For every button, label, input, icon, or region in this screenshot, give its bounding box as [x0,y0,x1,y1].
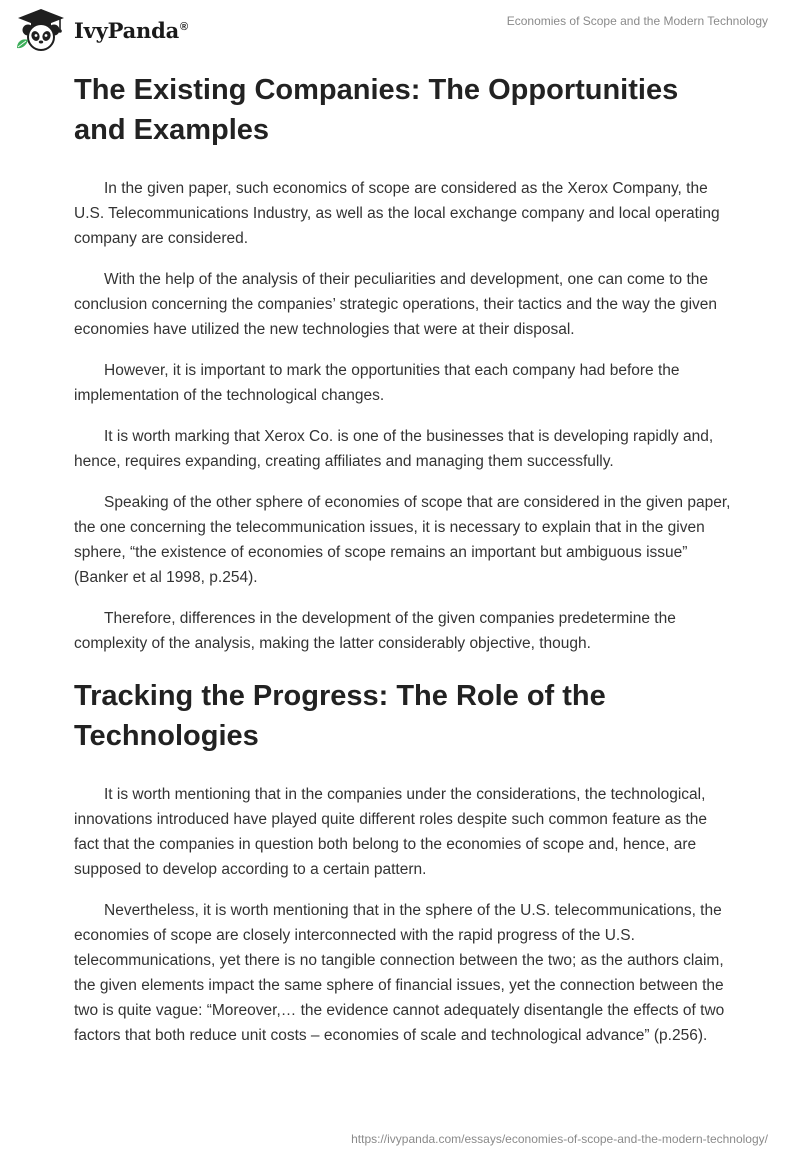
section-existing-companies [74,70,734,656]
paragraph: Speaking of the other sphere of economies of scope that are considered in the given paper, the one concerning the telecommunication issues, it is necessary to explain that in the given sphere, “the existence of economies of scope remains an important but ambiguous issue” (Banker et al 1998, p.254). [74,494,731,586]
brand-name: IvyPanda® [74,17,188,43]
essay-content [74,70,734,1064]
paragraph: It is worth mentioning that in the companies under the considerations, the technological, innovations introduced have played quite different roles despite such common feature as the fact that the companies in question both belong to the economies of scope and, hence, are supposed to develop according to a certain pattern. [74,786,708,878]
paragraph: However, it is important to mark the opportunities that each company had before the implementation of the technological changes. [74,362,680,404]
paragraph: Therefore, differences in the development of the given companies predetermine the complexity of the analysis, making the latter considerably objective, though. [74,610,676,652]
registered-mark: ® [180,20,188,33]
document-title: Economies of Scope and the Modern Technology [506,14,768,28]
paragraph: It is worth marking that Xerox Co. is one of the businesses that is developing rapidly and, hence, requires expanding, creating affiliates and managing them successfully. [74,428,714,470]
panda-graduate-logo-icon [14,8,68,52]
section-tracking-progress [74,676,734,1048]
paragraph: In the given paper, such economics of scope are considered as the Xerox Company, the U.S. Telecommunications Industry, as well as the local exchange company and local operating company are considered. [74,180,720,247]
source-url[interactable]: https://ivypanda.com/essays/economies-of-scope-and-the-modern-technology/ [351,1132,768,1146]
section-heading: Tracking the Progress: The Role of the Technologies [74,680,606,752]
brand-logo[interactable] [14,8,188,52]
paragraph: Nevertheless, it is worth mentioning that in the sphere of the U.S. telecommunications, the economies of scope are closely interconnected with the rapid progress of the U.S. telecommunications, yet there is no tangible connection between the two; as the authors claim, the given elements impact the same sphere of financial issues, yet the connection between the two is quite vague: “Moreover,… the evidence cannot adequately disentangle the effects of two factors that both reduce unit costs – economies of scale and technological advance” (p.256). [74,902,725,1044]
section-heading: The Existing Companies: The Opportunities and Examples [74,74,679,146]
paragraph: With the help of the analysis of their peculiarities and development, one can come to the conclusion concerning the companies’ strategic operations, their tactics and the way the given economies have utilized the new technologies that were at their disposal. [74,271,718,338]
page-header [0,0,800,60]
